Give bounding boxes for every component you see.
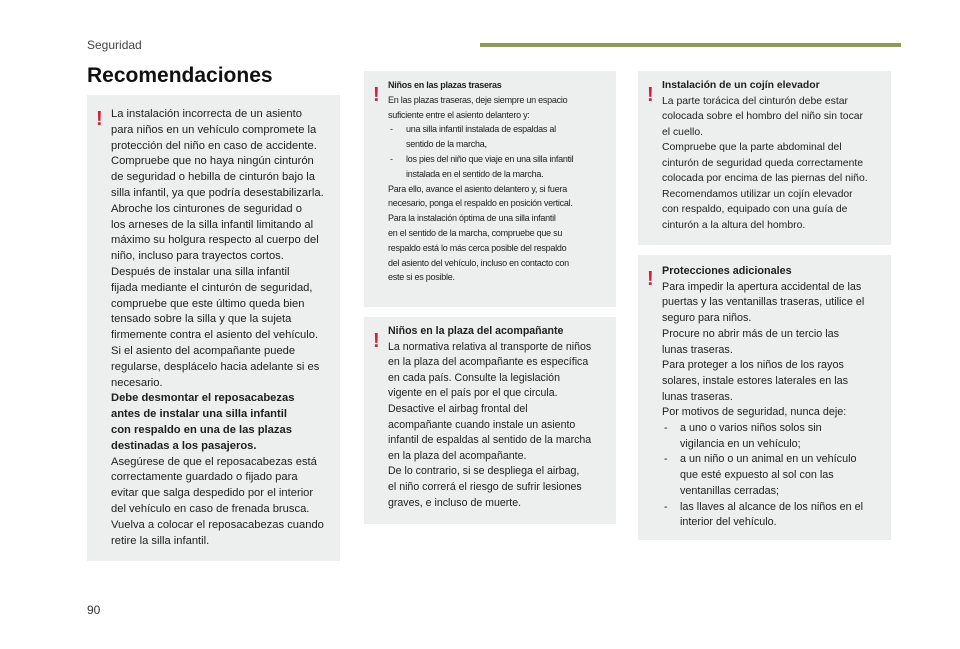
rear-seats-title: Niños en las plazas traseras: [388, 80, 502, 90]
exclamation-warning-icon: !: [96, 108, 103, 130]
exclamation-warning-icon: !: [647, 84, 654, 106]
additional-title: Protecciones adicionales: [662, 265, 792, 277]
warning-panel-booster: [638, 71, 891, 245]
front-passenger-title: Niños en la plaza del acompañante: [388, 325, 564, 337]
list-item: - las llaves al alcance de los niños en el interior del vehículo.: [662, 500, 883, 531]
page-number: 90: [87, 603, 101, 617]
page-title: Recomendaciones: [87, 64, 273, 87]
exclamation-warning-icon: !: [373, 84, 380, 106]
exclamation-warning-icon: !: [373, 330, 380, 352]
list-item: - a uno o varios niños solos sin vigilancia en un vehículo;: [662, 421, 883, 452]
list-item: - a un niño o un animal en un vehículo que esté expuesto al sol con las ventanillas cerradas;: [662, 452, 883, 499]
additional-text: Para impedir la apertura accidental de las puertas y las ventanillas traseras, utilice el seguro para niños. Procure no abrir más de un tercio las lunas traseras. Para proteger a los niños de los rayos solares, instale estores laterales en las lunas traseras. Por motivos de seguridad, nunca deje:: [662, 280, 865, 419]
warning-panel-additional-protections: [638, 255, 891, 540]
front-passenger-text: La normativa relativa al transporte de niños en la plaza del acompañante es específica en cada país. Consulte la legislación vigente en el país por el que circula. Desactive el airbag frontal del acompañante cuando instale un asiento infantil de espaldas al sentido de la marcha en la plaza del acompañante. De lo contrario, si se despliega el airbag, el niño correrá el riesgo de sufrir lesiones graves, e incluso de muerte.: [388, 340, 592, 509]
rear-seats-intro: En las plazas traseras, deje siempre un espacio suficiente entre el asiento delantero y:: [388, 94, 568, 120]
warning-panel-installation: [87, 95, 340, 561]
warning-panel-rear-seats: [364, 71, 616, 307]
headrest-text: Asegúrese de que el reposacabezas está correctamente guardado o fijado para evitar que salga despedido por el interior del vehículo en caso de frenada brusca. Vuelva a colocar el reposacabezas cuando retire la silla infantil.: [111, 455, 324, 547]
rear-seats-list: [388, 122, 608, 181]
headrest-warning-bold: Debe desmontar el reposacabezas antes de instalar una silla infantil con respaldo en una de las plazas destinadas a los pasajeros.: [111, 392, 295, 452]
list-item: - una silla infantil instalada de espaldas al sentido de la marcha,: [388, 122, 608, 152]
rear-seats-text: Para ello, avance el asiento delantero y, si fuera necesario, ponga el respaldo en posición vertical. Para la instalación óptima de una silla infantil en el sentido de la marcha, compruebe que su respaldo está lo más cerca posible del respaldo del asiento del vehículo, incluso en contacto con este si es posible.: [388, 183, 573, 283]
section-label: Seguridad: [87, 38, 142, 52]
installation-text: La instalación incorrecta de un asiento para niños en un vehículo compromete la protección del niño en caso de accidente. Compruebe que no haya ningún cinturón de seguridad o hebilla de cinturón bajo la silla infantil, ya que podría desestabilizarla. Abroche los cinturones de seguridad o los arneses de la silla infantil limitando al máximo su holgura respecto al cuerpo del niño, incluso para trayectos cortos. Después de instalar una silla infantil fijada mediante el cinturón de seguridad, compruebe que este último queda bien tensado sobre la silla y que la sujeta firmemente contra el asiento del vehículo. Si el asiento del acompañante puede regularse, desplácelo hacia adelante si es necesario.: [111, 108, 324, 389]
warning-panel-front-passenger: [364, 317, 616, 524]
additional-list: [662, 421, 883, 531]
booster-text: La parte torácica del cinturón debe estar colocada sobre el hombro del niño sin tocar el cuello. Compruebe que la parte abdominal del cinturón de seguridad queda correctamente colocada por encima de las piernas del niño. Recomendamos utilizar un cojín elevador con respaldo, equipado con una guía de cinturón a la altura del hombro.: [662, 95, 868, 231]
list-item: - los pies del niño que viaje en una silla infantil instalada en el sentido de la marcha.: [388, 152, 608, 182]
section-divider: [480, 43, 901, 47]
exclamation-warning-icon: !: [647, 268, 654, 290]
booster-title: Instalación de un cojín elevador: [662, 80, 820, 91]
